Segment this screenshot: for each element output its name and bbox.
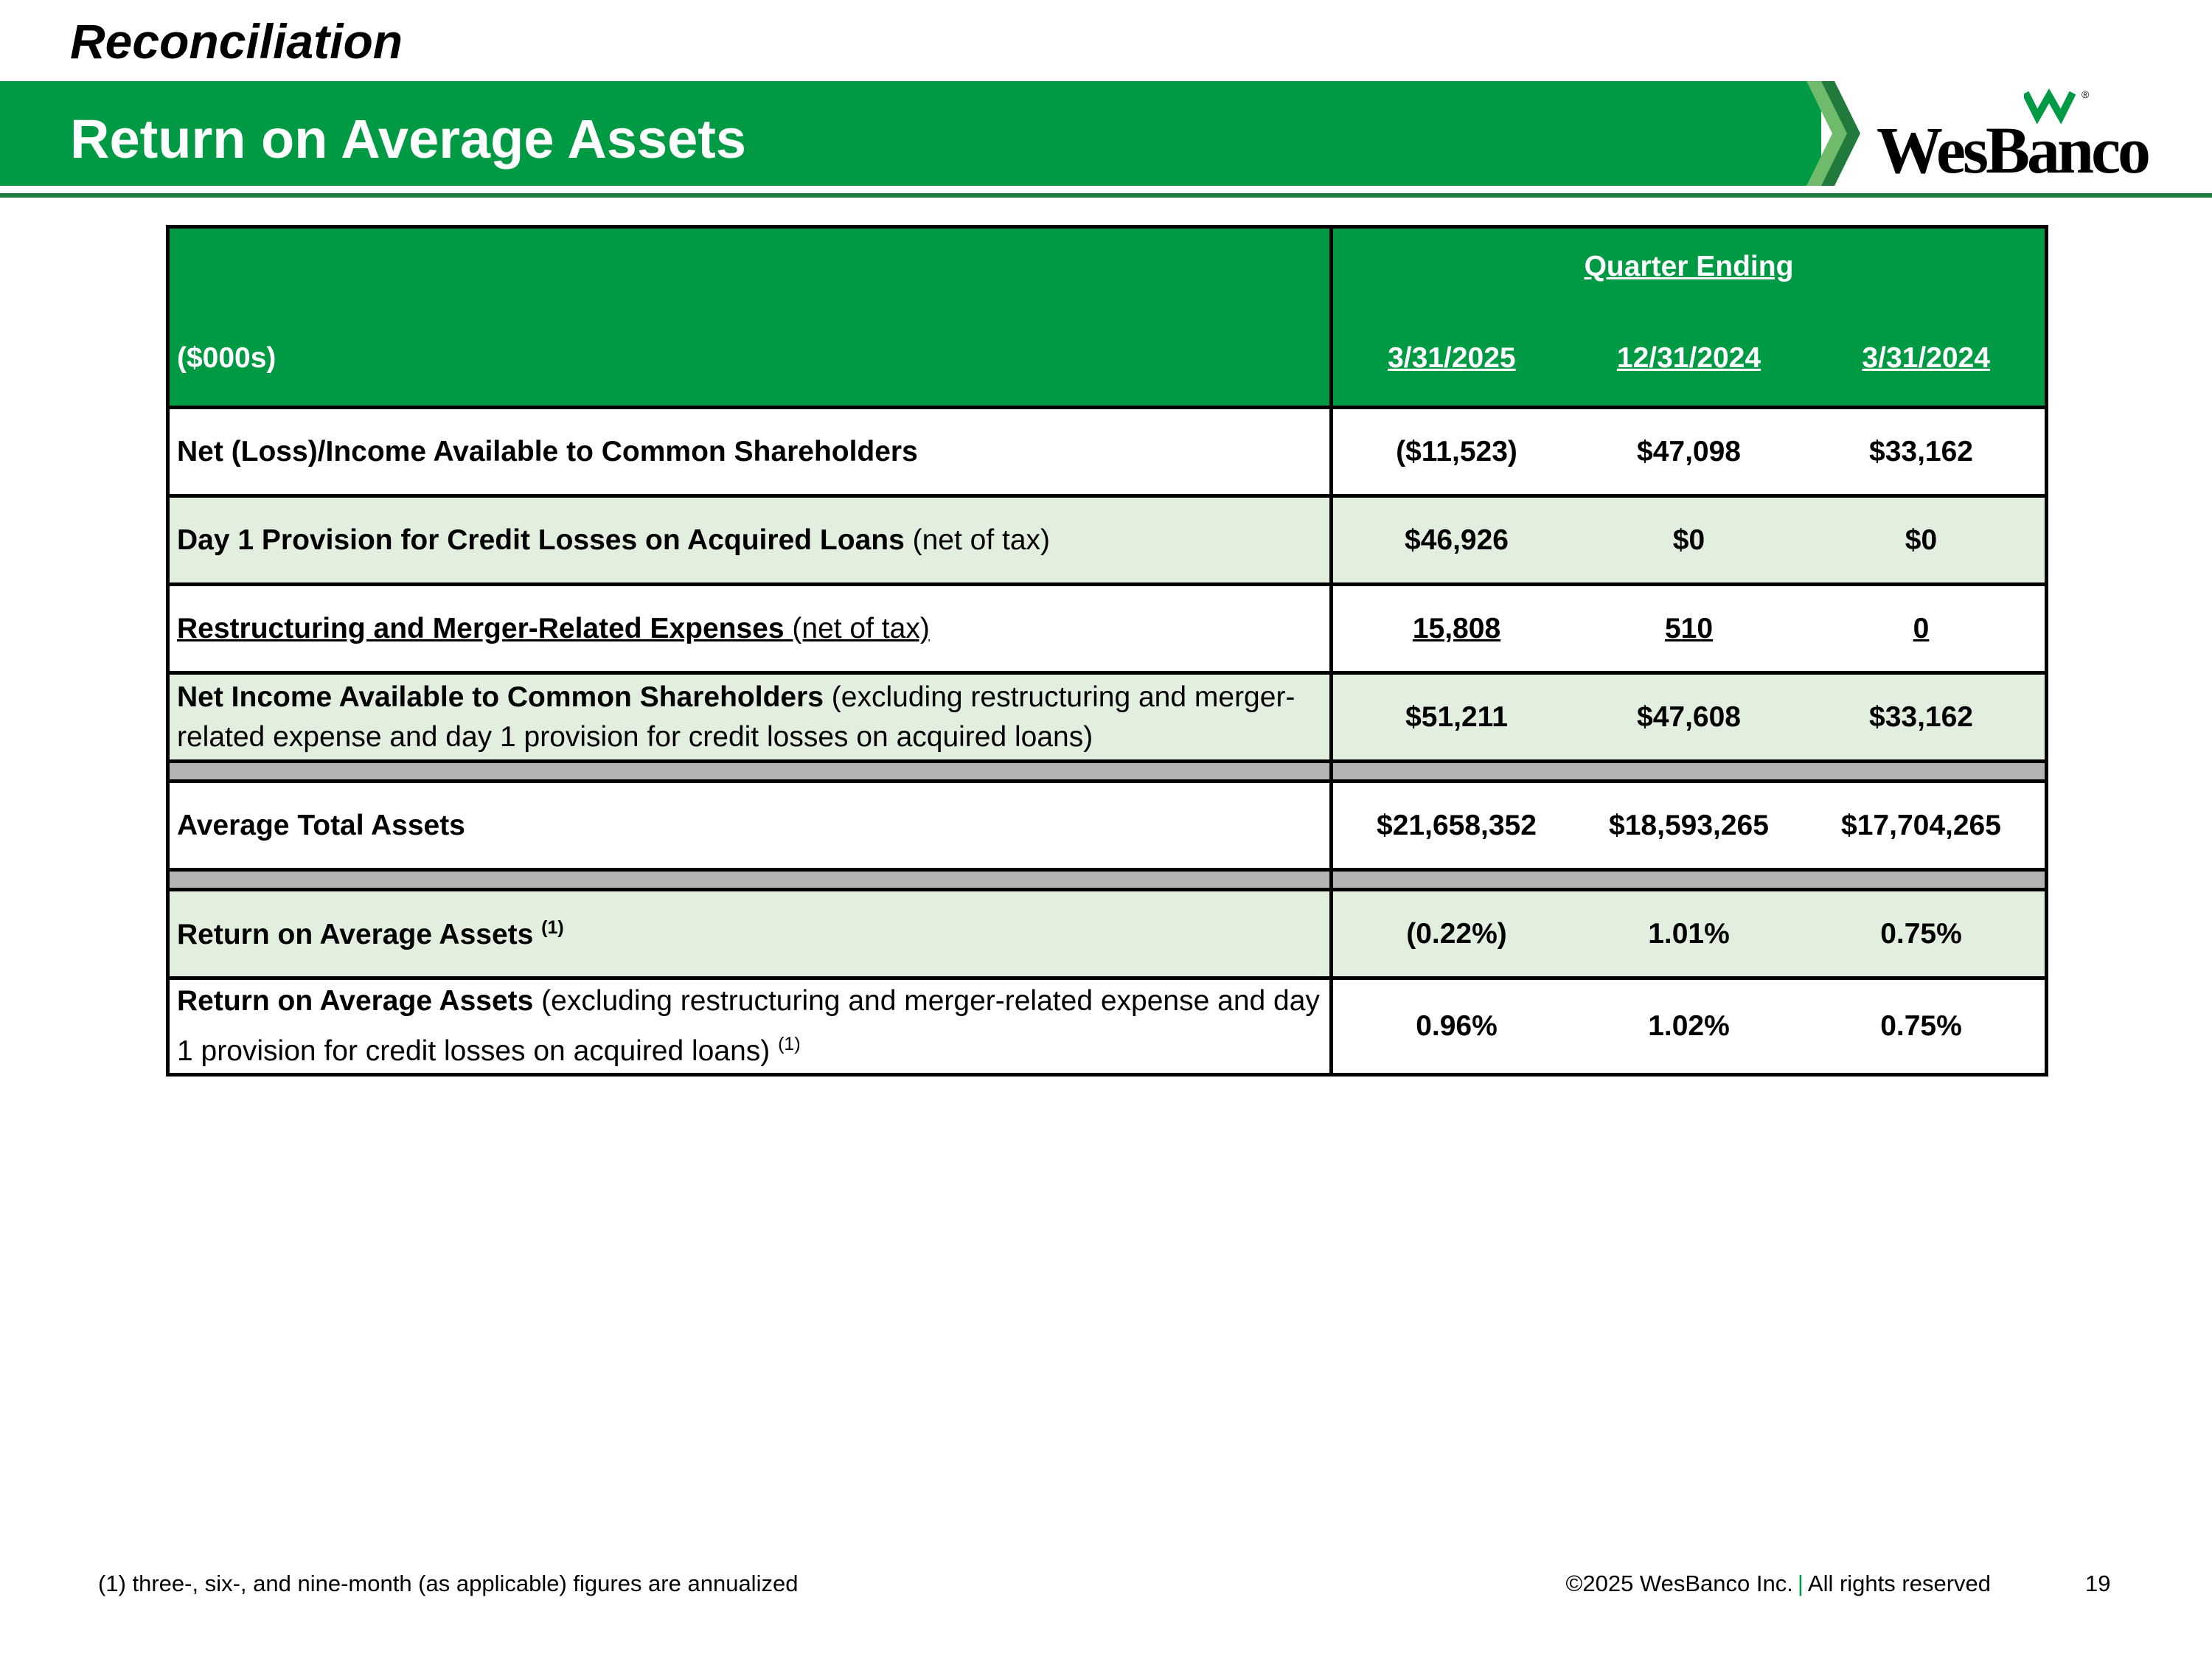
table-cell: 1.01%: [1648, 917, 1730, 950]
footnote-marker: (1): [541, 917, 564, 938]
reconciliation-table: [166, 225, 2048, 1077]
table-cell: 0.75%: [1880, 1010, 1962, 1042]
section-kicker: Reconciliation: [70, 14, 403, 69]
table-cell: $51,211: [1405, 700, 1508, 733]
separator-row: [168, 762, 2047, 782]
table-cell: $47,608: [1637, 700, 1741, 733]
row-label: Average Total Assets: [168, 782, 1332, 870]
quarter-ending-header: Quarter Ending: [1584, 251, 1794, 282]
page-title: Return on Average Assets: [70, 108, 747, 170]
header-rule: [0, 193, 2212, 198]
table-row: [168, 585, 2047, 673]
table-cell: 15,808: [1412, 612, 1501, 644]
footnote: (1) three-, six-, and nine-month (as applicable) figures are annualized: [98, 1571, 799, 1596]
logo-wordmark: WesBanco: [1877, 114, 2149, 187]
column-header: 3/31/2025: [1388, 342, 1516, 374]
title-banner: [0, 81, 1821, 186]
separator-row: [168, 870, 2047, 890]
wesbanco-logo: [1877, 87, 2149, 187]
unit-header-cell: [168, 227, 1332, 408]
period-header-cell: [1332, 227, 2047, 408]
table-cell: $18,593,265: [1609, 809, 1769, 841]
rights-text: All rights reserved: [1807, 1571, 1991, 1596]
copyright-line: [1566, 1571, 1992, 1597]
row-label: Day 1 Provision for Credit Losses on Acquired Loans (net of tax): [168, 496, 1332, 585]
table-cell: $17,704,265: [1841, 809, 2001, 841]
table-cell: $0: [1672, 524, 1705, 556]
column-header: 3/31/2024: [1862, 342, 1990, 374]
row-label: Net Income Available to Common Shareholders (excluding restructuring and merger-related expense and day 1 provision for credit losses on acquired loans): [168, 673, 1332, 762]
table-cell: $0: [1905, 524, 1938, 556]
copyright-text: ©2025 WesBanco Inc.: [1565, 1571, 1793, 1596]
table-cell: $46,926: [1405, 524, 1509, 556]
table-cell: 1.02%: [1648, 1010, 1730, 1042]
table-cell: 0: [1913, 612, 1930, 644]
table-cell: $47,098: [1637, 435, 1741, 467]
registered-mark-icon: ®: [2081, 88, 2090, 100]
chevron-decoration-icon: [1792, 81, 1865, 186]
table-row: [168, 782, 2047, 870]
table-row: [168, 673, 2047, 762]
table-cell: (0.22%): [1406, 917, 1507, 950]
table-cell: 510: [1664, 612, 1714, 644]
row-label: Restructuring and Merger-Related Expenses (net of tax): [168, 585, 1332, 673]
table-cell: ($11,523): [1396, 435, 1517, 467]
table-cell: 0.96%: [1416, 1010, 1498, 1042]
unit-label: ($000s): [177, 342, 276, 374]
row-label: Net (Loss)/Income Available to Common Shareholders: [168, 408, 1332, 496]
table-cell: $33,162: [1869, 700, 1973, 733]
table-cell: $33,162: [1869, 435, 1973, 467]
table-row: [168, 408, 2047, 496]
table-cell: $21,658,352: [1377, 809, 1537, 841]
table-row: [168, 496, 2047, 585]
row-label: Return on Average Assets (excluding restructuring and merger-related expense and day 1 provision for credit losses on acquired loans) $^{(1)}$: [168, 978, 1332, 1075]
column-header: 12/31/2024: [1616, 342, 1761, 374]
footnote-marker: (1): [778, 1034, 801, 1054]
page-number: 19: [2085, 1571, 2111, 1596]
table-row: [168, 978, 2047, 1075]
table-cell: 0.75%: [1880, 917, 1962, 950]
footer-separator: |: [1797, 1571, 1804, 1596]
table-row: [168, 890, 2047, 978]
row-label: Return on Average Assets $^{(1)}$: [168, 890, 1332, 978]
table-header-row: [168, 227, 2047, 408]
